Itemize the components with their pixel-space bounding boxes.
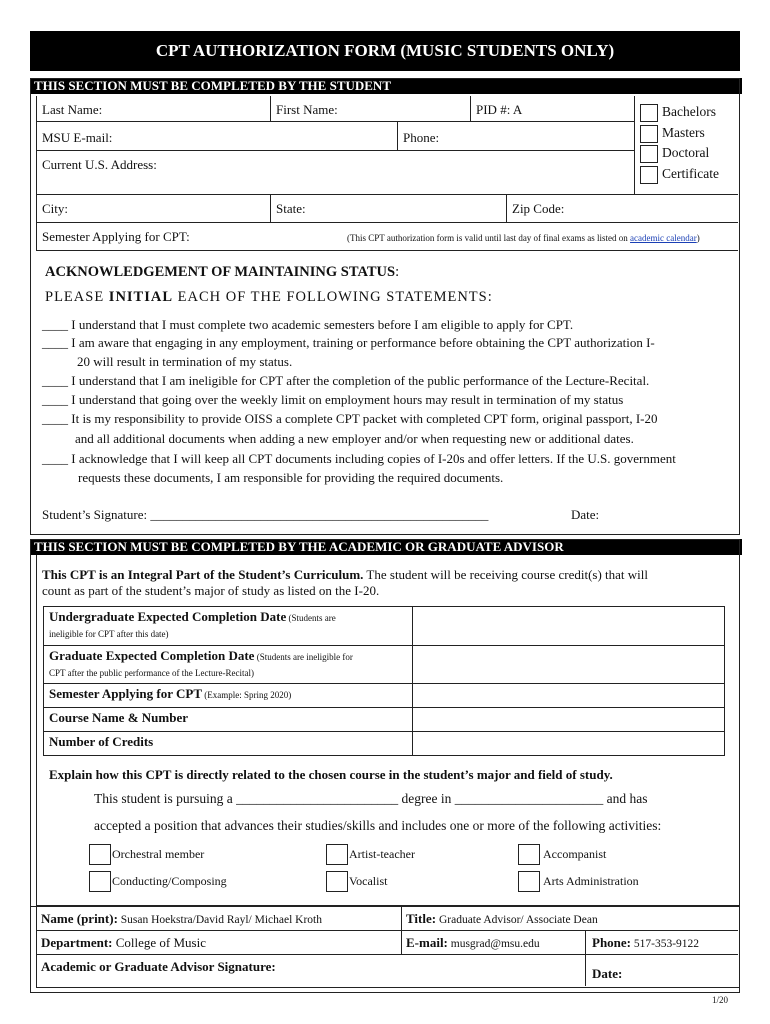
- outer-frame-bottom: [30, 905, 740, 993]
- statement-6: ____ I acknowledge that I will keep all CPT documents including copies of I-20s and offer letters. If the U.S. government: [42, 451, 676, 466]
- credits-label: Number of Credits: [44, 732, 413, 756]
- city-field[interactable]: City:: [42, 201, 69, 216]
- artist-teacher-checkbox[interactable]: [326, 844, 348, 865]
- advisor-name: Name (print): Susan Hoekstra/David Rayl/ Michael Kroth: [41, 911, 322, 926]
- advisor-section-header: THIS SECTION MUST BE COMPLETED BY THE ACADEMIC OR GRADUATE ADVISOR: [30, 539, 742, 555]
- pursuing-line[interactable]: This student is pursuing a ________________________ degree in ______________________ and has: [94, 791, 648, 806]
- msu-email-field[interactable]: MSU E-mail:: [42, 130, 113, 145]
- statement-2-cont: 20 will result in termination of my status.: [77, 354, 293, 369]
- statement-5-cont: and all additional documents when adding a new employer and/or when requesting new or additional dates.: [75, 431, 634, 446]
- arts-admin-label: Arts Administration: [543, 874, 639, 888]
- semester-cpt-label: Semester Applying for CPT (Example: Spring 2020): [44, 684, 413, 708]
- statement-5: ____ It is my responsibility to provide OISS a complete CPT packet with completed CPT form, original passport, I-20: [42, 411, 658, 426]
- advisor-email: E-mail: musgrad@msu.edu: [406, 935, 540, 950]
- course-name-input[interactable]: [413, 708, 725, 732]
- completion-table: [43, 606, 725, 756]
- student-date-field[interactable]: Date:: [571, 507, 600, 522]
- doctoral-label: Doctoral: [662, 145, 710, 160]
- accompanist-checkbox[interactable]: [518, 844, 540, 865]
- doctoral-checkbox[interactable]: [640, 145, 658, 163]
- advisor-date-field[interactable]: Date:: [592, 966, 623, 981]
- academic-calendar-link[interactable]: academic calendar: [630, 233, 697, 243]
- explain-instruction: Explain how this CPT is directly related to the chosen course in the student’s major and field of study.: [49, 767, 613, 782]
- curriculum-intro: This CPT is an Integral Part of the Student’s Curriculum. The student will be receiving course credit(s) that will: [42, 567, 648, 582]
- curriculum-intro-cont: count as part of the student’s major of study as listed on the I-20.: [42, 583, 380, 598]
- vocalist-checkbox[interactable]: [326, 871, 348, 892]
- first-name-field[interactable]: First Name:: [276, 102, 338, 117]
- conducting-label: Conducting/Composing: [112, 874, 227, 888]
- masters-checkbox[interactable]: [640, 125, 658, 143]
- statement-1: ____ I understand that I must complete two academic semesters before I am eligible to apply for CPT.: [42, 317, 574, 332]
- undergrad-completion-input[interactable]: [413, 607, 725, 646]
- undergrad-completion-label: Undergraduate Expected Completion Date (Students are ineligible for CPT after this date): [44, 607, 413, 646]
- statement-4: ____ I understand that going over the weekly limit on employment hours may result in termination of my status: [42, 392, 624, 407]
- semester-cpt-input[interactable]: [413, 684, 725, 708]
- arts-admin-checkbox[interactable]: [518, 871, 540, 892]
- page-number: 1/20: [712, 995, 729, 1005]
- address-field[interactable]: Current U.S. Address:: [42, 157, 157, 172]
- student-signature-line[interactable]: Student’s Signature: ____________________________________________________: [42, 507, 489, 522]
- form-title: CPT AUTHORIZATION FORM (MUSIC STUDENTS ONLY): [30, 31, 740, 71]
- certificate-label: Certificate: [662, 166, 719, 181]
- advisor-title: Title: Graduate Advisor/ Associate Dean: [406, 911, 598, 926]
- grad-completion-input[interactable]: [413, 646, 725, 684]
- orchestral-checkbox[interactable]: [89, 844, 111, 865]
- bachelors-checkbox[interactable]: [640, 104, 658, 122]
- student-section-header: THIS SECTION MUST BE COMPLETED BY THE STUDENT: [30, 78, 742, 94]
- vocalist-label: Vocalist: [349, 874, 388, 888]
- statement-6-cont: requests these documents, I am responsible for providing the required documents.: [78, 470, 504, 485]
- masters-label: Masters: [662, 125, 705, 140]
- advisor-department: Department: College of Music: [41, 935, 206, 950]
- zip-field[interactable]: Zip Code:: [512, 201, 565, 216]
- conducting-checkbox[interactable]: [89, 871, 111, 892]
- ack-title: ACKNOWLEDGEMENT OF MAINTAINING STATUS:: [45, 264, 400, 280]
- credits-input[interactable]: [413, 732, 725, 756]
- validity-note: (This CPT authorization form is valid until last day of final exams as listed on academic calendar): [347, 233, 700, 243]
- statement-2: ____ I am aware that engaging in any employment, training or performance before obtaining the CPT authorization I-: [42, 335, 655, 350]
- course-name-label: Course Name & Number: [44, 708, 413, 732]
- certificate-checkbox[interactable]: [640, 166, 658, 184]
- grad-completion-label: Graduate Expected Completion Date (Students are ineligible for CPT after the public performance of the Lecture-Recital): [44, 646, 413, 684]
- last-name-field[interactable]: Last Name:: [42, 102, 103, 117]
- accompanist-label: Accompanist: [543, 847, 607, 861]
- statement-3: ____ I understand that I am ineligible for CPT after the completion of the public performance of the Lecture-Recital.: [42, 373, 650, 388]
- artist-teacher-label: Artist-teacher: [349, 847, 415, 861]
- bachelors-label: Bachelors: [662, 104, 716, 119]
- initial-instruction: PLEASE INITIAL EACH OF THE FOLLOWING STATEMENTS:: [45, 289, 493, 305]
- phone-field[interactable]: Phone:: [403, 130, 440, 145]
- state-field[interactable]: State:: [276, 201, 306, 216]
- advisor-phone: Phone: 517-353-9122: [592, 935, 700, 950]
- pid-field[interactable]: PID #: A: [476, 102, 523, 117]
- advisor-signature-field[interactable]: Academic or Graduate Advisor Signature:: [41, 959, 276, 974]
- accepted-line: accepted a position that advances their studies/skills and includes one or more of the following activities:: [94, 818, 662, 833]
- semester-field[interactable]: Semester Applying for CPT:: [42, 229, 190, 244]
- orchestral-label: Orchestral member: [112, 847, 205, 861]
